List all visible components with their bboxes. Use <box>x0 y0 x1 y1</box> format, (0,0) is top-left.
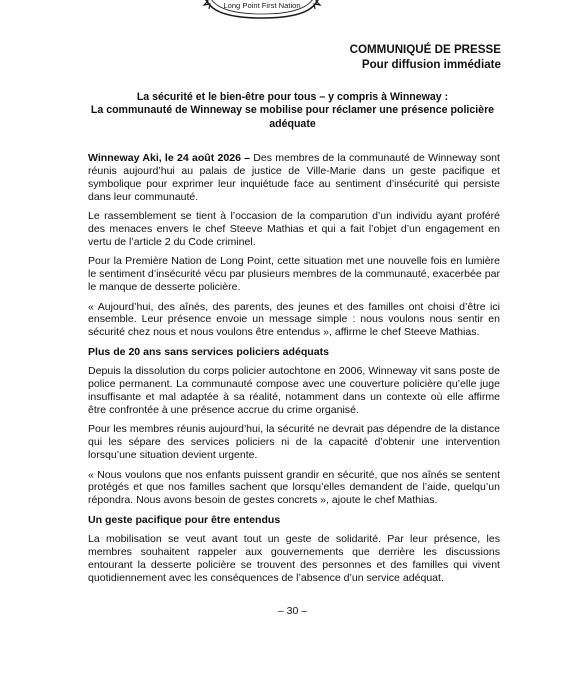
paragraph-7: « Nous voulons que nos enfants puissent grandir en sécurité, que nos aînés se sentent protégés et que nos familles sachent que lorsqu’elles demandent de l’aide, quelqu’un répondra. Nous avons besoin de gestes concrets », ajoute le chef Mathias. <box>88 468 500 507</box>
paragraph-2: Le rassemblement se tient à l’occasion de la comparution d’un individu ayant proféré des menaces envers le chef Steeve Mathias et qui a fait l’objet d’un engagement en vertu de l’article 2 du Code criminel. <box>88 210 500 248</box>
logo-text: Long Point First Nation <box>223 1 301 10</box>
paragraph-1 <box>88 152 500 204</box>
paragraph-6: Pour les membres réunis aujourd’hui, la sécurité ne devrait pas dépendre de la distance qui les sépare des services policiers ni de la capacité d’obtenir une intervention lorsqu’une situation devient urgente. <box>88 423 500 462</box>
headline <box>88 91 497 131</box>
long-point-first-nation-logo <box>196 0 328 20</box>
press-release-label <box>350 42 501 72</box>
paragraph-3: Pour la Première Nation de Long Point, cette situation met une nouvelle fois en lumière le sentiment d’insécurité vécu par plusieurs membres de la communauté, exacerbée par le manque de desserte policière. <box>88 255 500 294</box>
paragraph-1-text: Des membres de la communauté de Winneway sont réunis aujourd’hui au palais de justice de Ville-Marie dans un geste pacifique et symbolique pour exprimer leur inquiétude face au sentiment d’insécurité qui persiste dans leur communauté. <box>88 152 500 203</box>
paragraph-4: « Aujourd’hui, des aînés, des parents, des jeunes et des familles ont choisi d’être ici ensemble. Leur présence envoie un message simple : nous voulons nous sentir en sécurité chez nous et nous voulons être entendus », affirme le chef Steeve Mathias. <box>88 300 500 339</box>
paragraph-5: Depuis la dissolution du corps policier autochtone en 2006, Winneway vit sans poste de police permanent. La communauté compose avec une couverture policière qu’elle juge insuffisante et mal adaptée à sa réalité, notamment dans un contexte où elle affirme être confrontée à une présence accrue du crime organisé. <box>88 365 500 416</box>
paragraph-8: La mobilisation se veut avant tout un geste de solidarité. Par leur présence, les membres souhaitent rappeler aux gouvernements que derrière les discussions entourant la desserte policière se trouvent des personnes et des familles qui vivent quotidiennement avec les conséquences de l’absence d’un service adéquat. <box>88 533 500 584</box>
dateline: Winneway Aki, le 24 août 2026 – <box>88 152 251 164</box>
headline-line-1: La sécurité et le bien-être pour tous – y compris à Winneway : <box>136 91 449 103</box>
section-heading-1: Plus de 20 ans sans services policiers adéquats <box>88 345 329 358</box>
end-marker: – 30 – <box>277 605 308 617</box>
article-body <box>88 152 500 591</box>
press-title: COMMUNIQUÉ DE PRESSE <box>349 43 501 56</box>
press-subtitle: Pour diffusion immédiate <box>361 58 501 71</box>
section-heading-2: Un geste pacifique pour être entendus <box>88 513 281 526</box>
headline-line-2: La communauté de Winneway se mobilise pour réclamer une présence policière adéquate <box>90 104 495 130</box>
